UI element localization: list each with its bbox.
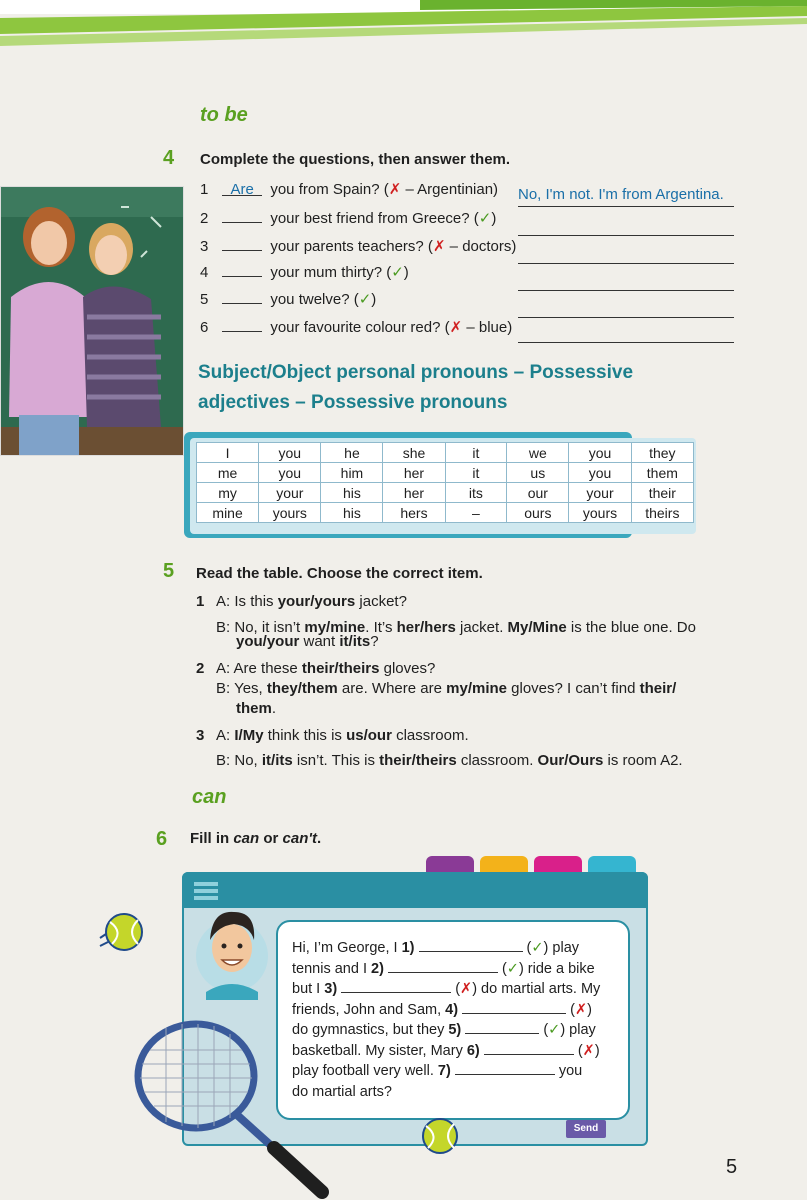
section-title-pronouns: Subject/Object personal pronouns – Possessive — [198, 362, 634, 383]
dialogue-line: you/your want it/its? — [236, 633, 379, 650]
table-cell: you — [259, 463, 321, 483]
section-title-to-be: to be — [200, 104, 248, 126]
tick-icon: ✓ — [478, 210, 492, 227]
item-number: 3 — [196, 727, 205, 744]
table-cell: she — [383, 443, 445, 463]
table-cell: – — [445, 503, 507, 523]
pronouns-table — [196, 442, 694, 523]
table-cell: me — [197, 463, 259, 483]
students-photo — [0, 186, 184, 456]
item-number: 1 — [196, 593, 205, 610]
tennis-ball-icon — [418, 1114, 462, 1158]
table-cell: us — [507, 463, 569, 483]
question-hint: ) — [403, 264, 409, 281]
table-row — [197, 443, 694, 463]
table-cell: his — [321, 503, 383, 523]
table-cell: him — [321, 463, 383, 483]
question-text: your favourite colour red? ( — [270, 319, 450, 336]
section-title-pronouns-line2: adjectives – Possessive pronouns — [198, 392, 508, 413]
dialogue-line: B: Yes, they/them are. Where are my/mine gloves? I can’t find their/ — [216, 680, 677, 697]
dialogue-line: B: No, it isn’t my/mine. It’s her/hers jacket. My/Mine is the blue one. Do — [216, 619, 696, 636]
answer-line[interactable] — [518, 270, 734, 291]
answer-blank[interactable] — [388, 959, 498, 973]
table-cell: hers — [383, 503, 445, 523]
menu-icon[interactable] — [194, 880, 220, 902]
table-row — [197, 503, 694, 523]
question-number: 6 — [200, 319, 209, 336]
table-row — [197, 483, 694, 503]
table-cell: my — [197, 483, 259, 503]
answer-blank[interactable]: Are — [222, 181, 262, 196]
dialogue-line: B: No, it/its isn’t. This is their/theirs classroom. Our/Ours is room A2. — [216, 752, 683, 769]
question-row — [200, 317, 512, 339]
answer-blank[interactable] — [222, 262, 262, 277]
table-cell: you — [569, 463, 631, 483]
answer-blank[interactable] — [465, 1020, 539, 1034]
question-row — [200, 180, 498, 202]
answer-text: No, I'm not. I'm from Argentina. — [518, 186, 724, 203]
question-hint: ) — [491, 210, 497, 227]
exercise-4-instruction: Complete the questions, then answer them. — [200, 151, 511, 168]
answer-blank[interactable] — [484, 1041, 574, 1055]
answer-line[interactable] — [518, 215, 734, 236]
question-hint: – doctors) — [445, 238, 517, 255]
answer-blank[interactable] — [455, 1061, 555, 1075]
question-text: your parents teachers? ( — [270, 238, 433, 255]
exercise-number-5: 5 — [163, 560, 175, 582]
table-cell: its — [445, 483, 507, 503]
table-cell: yours — [569, 503, 631, 523]
table-cell: her — [383, 483, 445, 503]
tennis-ball-icon — [98, 908, 146, 956]
table-cell: you — [569, 443, 631, 463]
exercise-5-instruction: Read the table. Choose the correct item. — [196, 565, 483, 582]
chat-message: Hi, I’m George, I 1) (✓) play tennis and I 2) (✓) ride a bike but I 3) (✗) do martial arts. My friends, John and Sam, 4) (✗) do gymnastics, but they 5) (✓) play basketball. My sister, Mary 6) (✗) play football very well. 7) you do martial arts? — [292, 940, 601, 1100]
answer-line[interactable] — [518, 186, 734, 207]
table-cell: yours — [259, 503, 321, 523]
cross-icon: ✗ — [388, 181, 402, 198]
table-cell: them — [631, 463, 693, 483]
top-decoration — [0, 0, 807, 60]
section-title-can: can — [192, 786, 227, 808]
exercise-number-4: 4 — [163, 147, 175, 169]
item-number: 2 — [196, 660, 205, 677]
question-row — [200, 289, 376, 311]
answer-line[interactable] — [518, 322, 734, 343]
question-row — [200, 236, 516, 258]
dialogue-line: them. — [236, 700, 277, 717]
avatar — [192, 900, 274, 1000]
table-cell: your — [569, 483, 631, 503]
table-cell: their — [631, 483, 693, 503]
table-cell: you — [259, 443, 321, 463]
answer-blank[interactable] — [222, 208, 262, 223]
dialogue-line: A: I/My think this is us/our classroom. — [216, 727, 469, 744]
dialogue-line: A: Is this your/yours jacket? — [216, 593, 407, 610]
send-button[interactable]: Send — [566, 1120, 606, 1138]
table-cell: it — [445, 443, 507, 463]
table-cell: her — [383, 463, 445, 483]
table-cell: mine — [197, 503, 259, 523]
question-row — [200, 208, 496, 230]
table-cell: he — [321, 443, 383, 463]
tick-icon: ✓ — [358, 291, 372, 308]
question-hint: – blue) — [462, 319, 513, 336]
cross-icon: ✗ — [449, 319, 463, 336]
question-number: 5 — [200, 291, 209, 308]
answer-blank[interactable] — [341, 979, 451, 993]
table-cell: your — [259, 483, 321, 503]
question-number: 4 — [200, 264, 209, 281]
answer-blank[interactable] — [222, 289, 262, 304]
table-cell: his — [321, 483, 383, 503]
answer-blank[interactable] — [222, 236, 262, 251]
question-hint: ) — [371, 291, 377, 308]
answer-line[interactable] — [518, 243, 734, 264]
tennis-racket-icon — [126, 1010, 336, 1200]
tick-icon: ✓ — [391, 264, 404, 281]
question-text: you from Spain? ( — [270, 181, 389, 198]
question-number: 2 — [200, 210, 209, 227]
answer-blank[interactable] — [462, 1000, 566, 1014]
table-cell: theirs — [631, 503, 693, 523]
answer-blank[interactable] — [222, 317, 262, 332]
question-row — [200, 262, 409, 284]
table-cell: it — [445, 463, 507, 483]
page-number: 5 — [726, 1156, 738, 1178]
question-text: your mum thirty? ( — [270, 264, 392, 281]
table-row — [197, 463, 694, 483]
answer-line[interactable] — [518, 297, 734, 318]
answer-blank[interactable] — [419, 938, 523, 952]
dialogue-line: A: Are these their/theirs gloves? — [216, 660, 436, 677]
question-text: you twelve? ( — [270, 291, 359, 308]
exercise-number-6: 6 — [156, 828, 168, 850]
table-cell: I — [197, 443, 259, 463]
table-cell: our — [507, 483, 569, 503]
question-text: your best friend from Greece? ( — [270, 210, 479, 227]
cross-icon: ✗ — [432, 238, 446, 255]
question-hint: – Argentinian) — [401, 181, 499, 198]
table-cell: we — [507, 443, 569, 463]
question-number: 3 — [200, 238, 209, 255]
exercise-6-instruction: Fill in can or can't. — [190, 830, 322, 847]
table-cell: ours — [507, 503, 569, 523]
question-number: 1 — [200, 181, 209, 198]
table-cell: they — [631, 443, 693, 463]
